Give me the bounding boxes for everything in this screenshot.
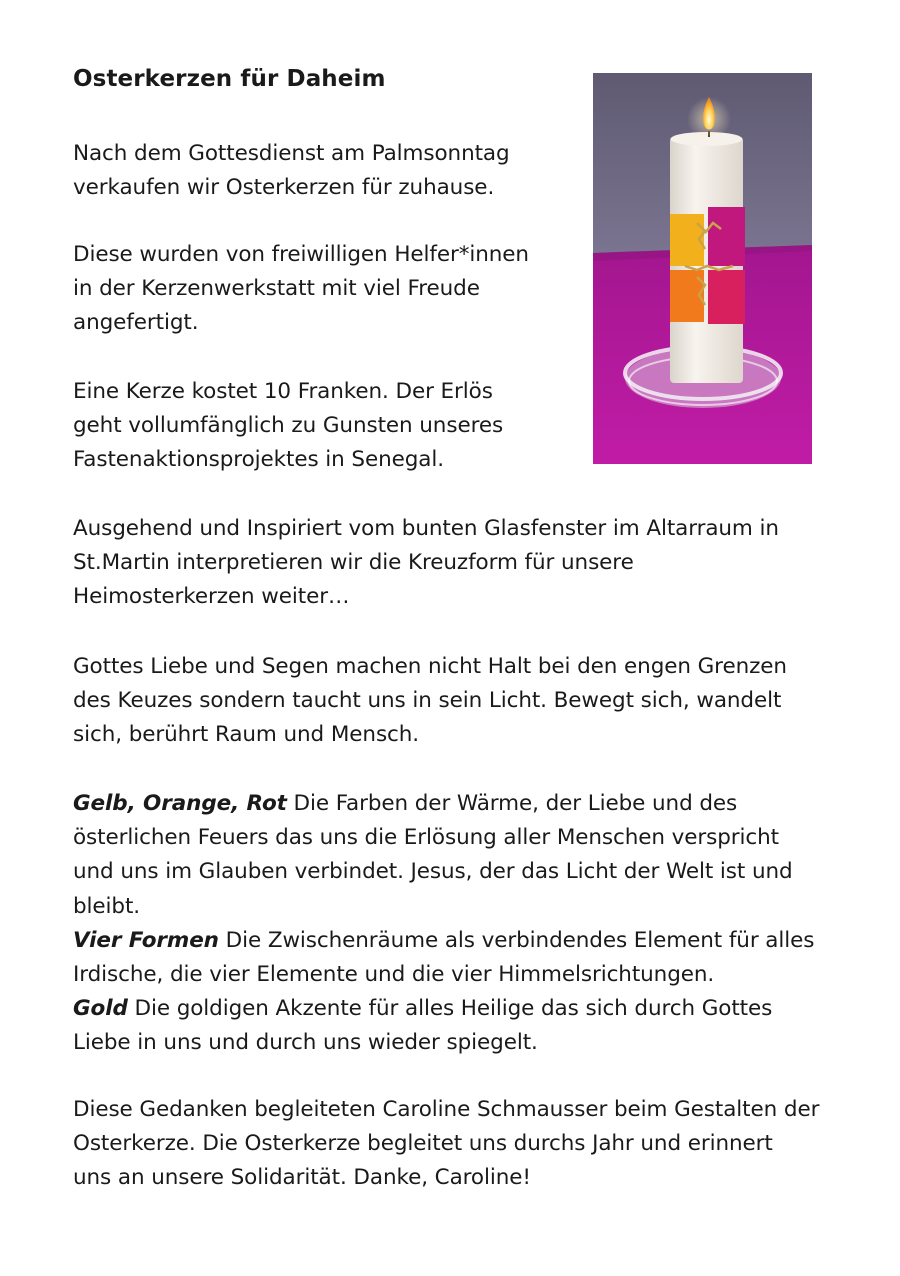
text-line: sich, berührt Raum und Mensch. [73,722,420,748]
text-line: österlichen Feuers das uns die Erlösung aller Menschen verspricht [73,825,779,851]
text-line: und uns im Glauben verbindet. Jesus, der das Licht der Welt ist und [73,859,793,885]
text-line: in der Kerzenwerkstatt mit viel Freude [73,276,480,302]
text-line: bleibt. [73,893,141,919]
colors-description: Die Farben der Wärme, der Liebe und des [286,791,738,816]
page-title: Osterkerzen für Daheim [73,66,386,92]
text-line: des Keuzes sondern taucht uns in sein Licht. Bewegt sich, wandelt [73,688,782,714]
price-paragraph [73,375,503,478]
text-line [73,924,814,958]
intro-paragraph [73,137,510,205]
text-line: angefertigt. [73,310,199,336]
magenta-square [708,207,745,266]
text-line: Nach dem Gottesdienst am Palmsonntag [73,141,510,166]
blessing-paragraph [73,650,787,753]
text-line: Gottes Liebe und Segen machen nicht Halt bei den engen Grenzen [73,654,787,679]
text-line: Osterkerze. Die Osterkerze begleitet uns durchs Jahr und erinnert [73,1131,773,1157]
text-line: verkaufen wir Osterkerzen für zuhause. [73,175,495,201]
colors-term: Gelb, Orange, Rot [73,791,287,816]
helpers-paragraph [73,238,529,341]
text-line: geht vollumfänglich zu Gunsten unseres [73,413,504,439]
easter-candle-illustration [593,73,812,464]
gold-description: Die goldigen Akzente für alles Heilige das sich durch Gottes [127,996,773,1022]
text-line: Ausgehend und Inspiriert vom bunten Glasfenster im Altarraum in [73,516,779,541]
red-square [708,270,745,324]
text-line: St.Martin interpretieren wir die Kreuzform für unsere [73,550,634,576]
text-line [73,992,814,1026]
text-line: uns an unsere Solidarität. Danke, Caroline! [73,1165,531,1191]
text-line: Heimosterkerzen weiter… [73,584,350,610]
inspiration-paragraph [73,512,779,615]
text-line: Eine Kerze kostet 10 Franken. Der Erlös [73,379,493,404]
closing-paragraph [73,1093,819,1196]
text-line: Diese Gedanken begleiteten Caroline Schmausser beim Gestalten der [73,1097,820,1122]
text-line: Irdische, die vier Elemente und die vier Himmelsrichtungen. [73,962,715,988]
forms-description: Die Zwischenräume als verbindendes Element für alles [218,927,815,953]
text-line: Diese wurden von freiwilligen Helfer*innen [73,242,529,267]
text-line: Fastenaktionsprojektes in Senegal. [73,447,444,473]
text-line [73,787,814,821]
gold-term: Gold [73,996,128,1022]
easter-candle-photo [593,73,812,464]
symbolism-paragraph [73,787,814,1061]
text-line: Liebe in uns und durch uns wieder spiegelt. [73,1030,538,1056]
forms-term: Vier Formen [73,927,219,953]
